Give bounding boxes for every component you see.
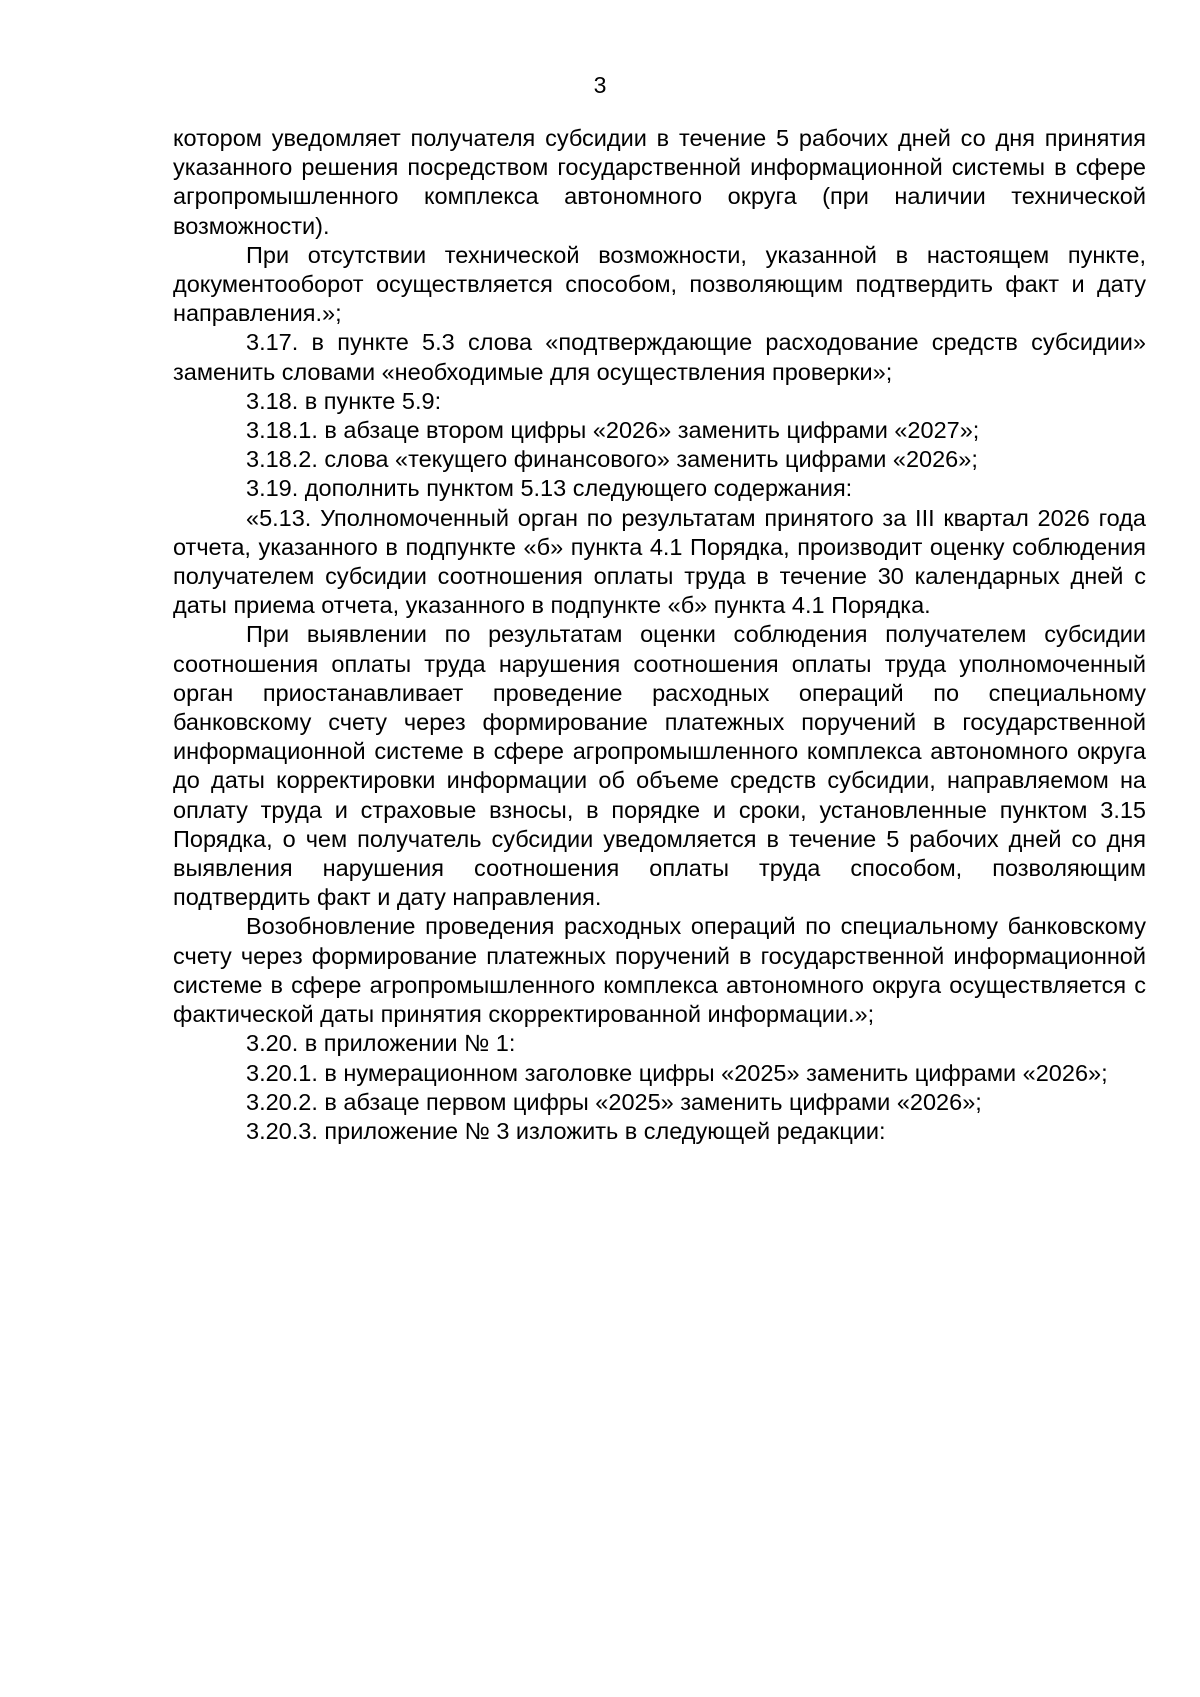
paragraph: «5.13. Уполномоченный орган по результатам принятого за III квартал 2026 года отчета, указанного в подпункте «б» пункта 4.1 Порядка, производит оценку соблюдения получателем субсидии соотношения оплаты труда в течение 30 календарных дней с даты приема отчета, указанного в подпункте «б» пункта 4.1 Порядка. [173, 504, 1146, 619]
paragraph: 3.20.2. в абзаце первом цифры «2025» заменить цифрами «2026»; [246, 1088, 982, 1115]
document-body [173, 124, 1146, 1146]
paragraph: 3.19. дополнить пунктом 5.13 следующего содержания: [246, 475, 853, 502]
paragraph: 3.20.3. приложение № 3 изложить в следующей редакции: [246, 1117, 886, 1144]
paragraph: Возобновление проведения расходных операций по специальному банковскому счету через формирование платежных поручений в государственной информационной системе в сфере агропромышленного комплекса автономного округа осуществляется с фактической даты принятия скорректированной информации.»; [173, 913, 1146, 1028]
paragraph: 3.18.1. в абзаце втором цифры «2026» заменить цифрами «2027»; [246, 417, 980, 444]
paragraph: 3.20. в приложении № 1: [246, 1030, 516, 1057]
paragraph: 3.18.2. слова «текущего финансового» заменить цифрами «2026»; [246, 446, 978, 473]
paragraph: 3.18. в пункте 5.9: [246, 387, 442, 414]
paragraph: При отсутствии технической возможности, указанной в настоящем пункте, документооборот осуществляется способом, позволяющим подтвердить факт и дату направления.»; [173, 241, 1146, 327]
paragraph: 3.20.1. в нумерационном заголовке цифры «2025» заменить цифрами «2026»; [246, 1059, 1108, 1086]
page-number: 3 [593, 72, 607, 98]
paragraph: котором уведомляет получателя субсидии в течение 5 рабочих дней со дня принятия указанного решения посредством государственной информационной системы в сфере агропромышленного комплекса автономного округа (при наличии технической возможности). [173, 125, 1146, 239]
paragraph: При выявлении по результатам оценки соблюдения получателем субсидии соотношения оплаты труда нарушения соотношения оплаты труда уполномоченный орган приостанавливает проведение расходных операций по специальному банковскому счету через формирование платежных поручений в государственной информационной системе в сфере агропромышленного комплекса автономного округа до даты корректировки информации об объеме средств субсидии, направляемом на оплату труда и страховые взносы, в порядке и сроки, установленные пунктом 3.15 Порядка, о чем получатель субсидии уведомляется в течение 5 рабочих дней со дня выявления нарушения соотношения оплаты труда способом, позволяющим подтвердить факт и дату направления. [173, 621, 1146, 911]
paragraph: 3.17. в пункте 5.3 слова «подтверждающие расходование средств субсидии» заменить словами «необходимые для осуществления проверки»; [173, 329, 1146, 385]
